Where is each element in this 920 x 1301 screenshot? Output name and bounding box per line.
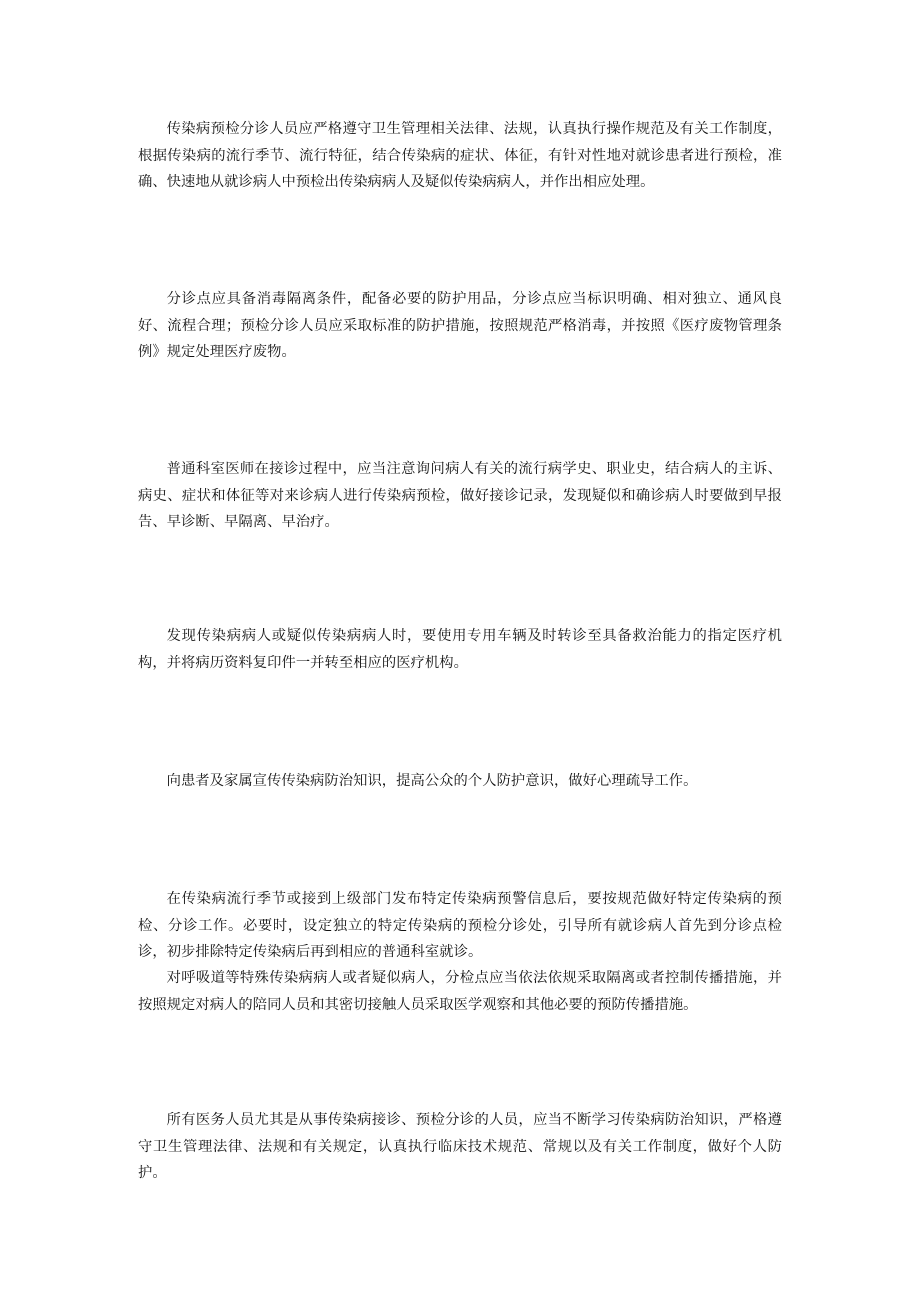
- paragraph-staff-training: 所有医务人员尤其是从事传染病接诊、预检分诊的人员，应当不断学习传染病防治知识，严格遵守卫生管理法律、法规和有关规定，认真执行临床技术规范、常规以及有关工作制度，做好个人防护。: [138, 1112, 782, 1181]
- paragraph-respiratory-isolation: 对呼吸道等特殊传染病病人或者疑似病人，分检点应当依法依规采取隔离或者控制传播措施，并按照规定对病人的陪同人员和其密切接触人员采取医学观察和其他必要的预防传播措施。: [138, 970, 782, 1013]
- paragraph-public-education: 向患者及家属宣传传染病防治知识，提高公众的个人防护意识，做好心理疏导工作。: [166, 773, 698, 789]
- paragraph-triage-staff-duties: 传染病预检分诊人员应严格遵守卫生管理相关法律、法规，认真执行操作规范及有关工作制度，根据传染病的流行季节、流行特征，结合传染病的症状、体征，有针对性地对就诊患者进行预检，准确、快速地从就诊病人中预检出传染病病人及疑似传染病病人，并作出相应处理。: [138, 121, 782, 190]
- paragraph-epidemic-season-triage: 在传染病流行季节或接到上级部门发布特定传染病预警信息后，要按规范做好特定传染病的预检、分诊工作。必要时，设定独立的特定传染病的预检分诊处，引导所有就诊病人首先到分诊点检诊，初步排除特定传染病后再到相应的普通科室就诊。: [138, 891, 782, 960]
- paragraph-physician-screening: 普通科室医师在接诊过程中，应当注意询问病人有关的流行病学史、职业史，结合病人的主诉、病史、症状和体征等对来诊病人进行传染病预检，做好接诊记录，发现疑似和确诊病人时要做到早报告、早诊断、早隔离、早治疗。: [138, 461, 782, 530]
- paragraph-triage-point-requirements: 分诊点应具备消毒隔离条件，配备必要的防护用品，分诊点应当标识明确、相对独立、通风良好、流程合理；预检分诊人员应采取标准的防护措施，按照规范严格消毒，并按照《医疗废物管理条例》规定处理医疗废物。: [138, 291, 782, 360]
- paragraph-patient-transfer: 发现传染病病人或疑似传染病病人时，要使用专用车辆及时转诊至具备救治能力的指定医疗机构，并将病历资料复印件一并转至相应的医疗机构。: [138, 628, 782, 671]
